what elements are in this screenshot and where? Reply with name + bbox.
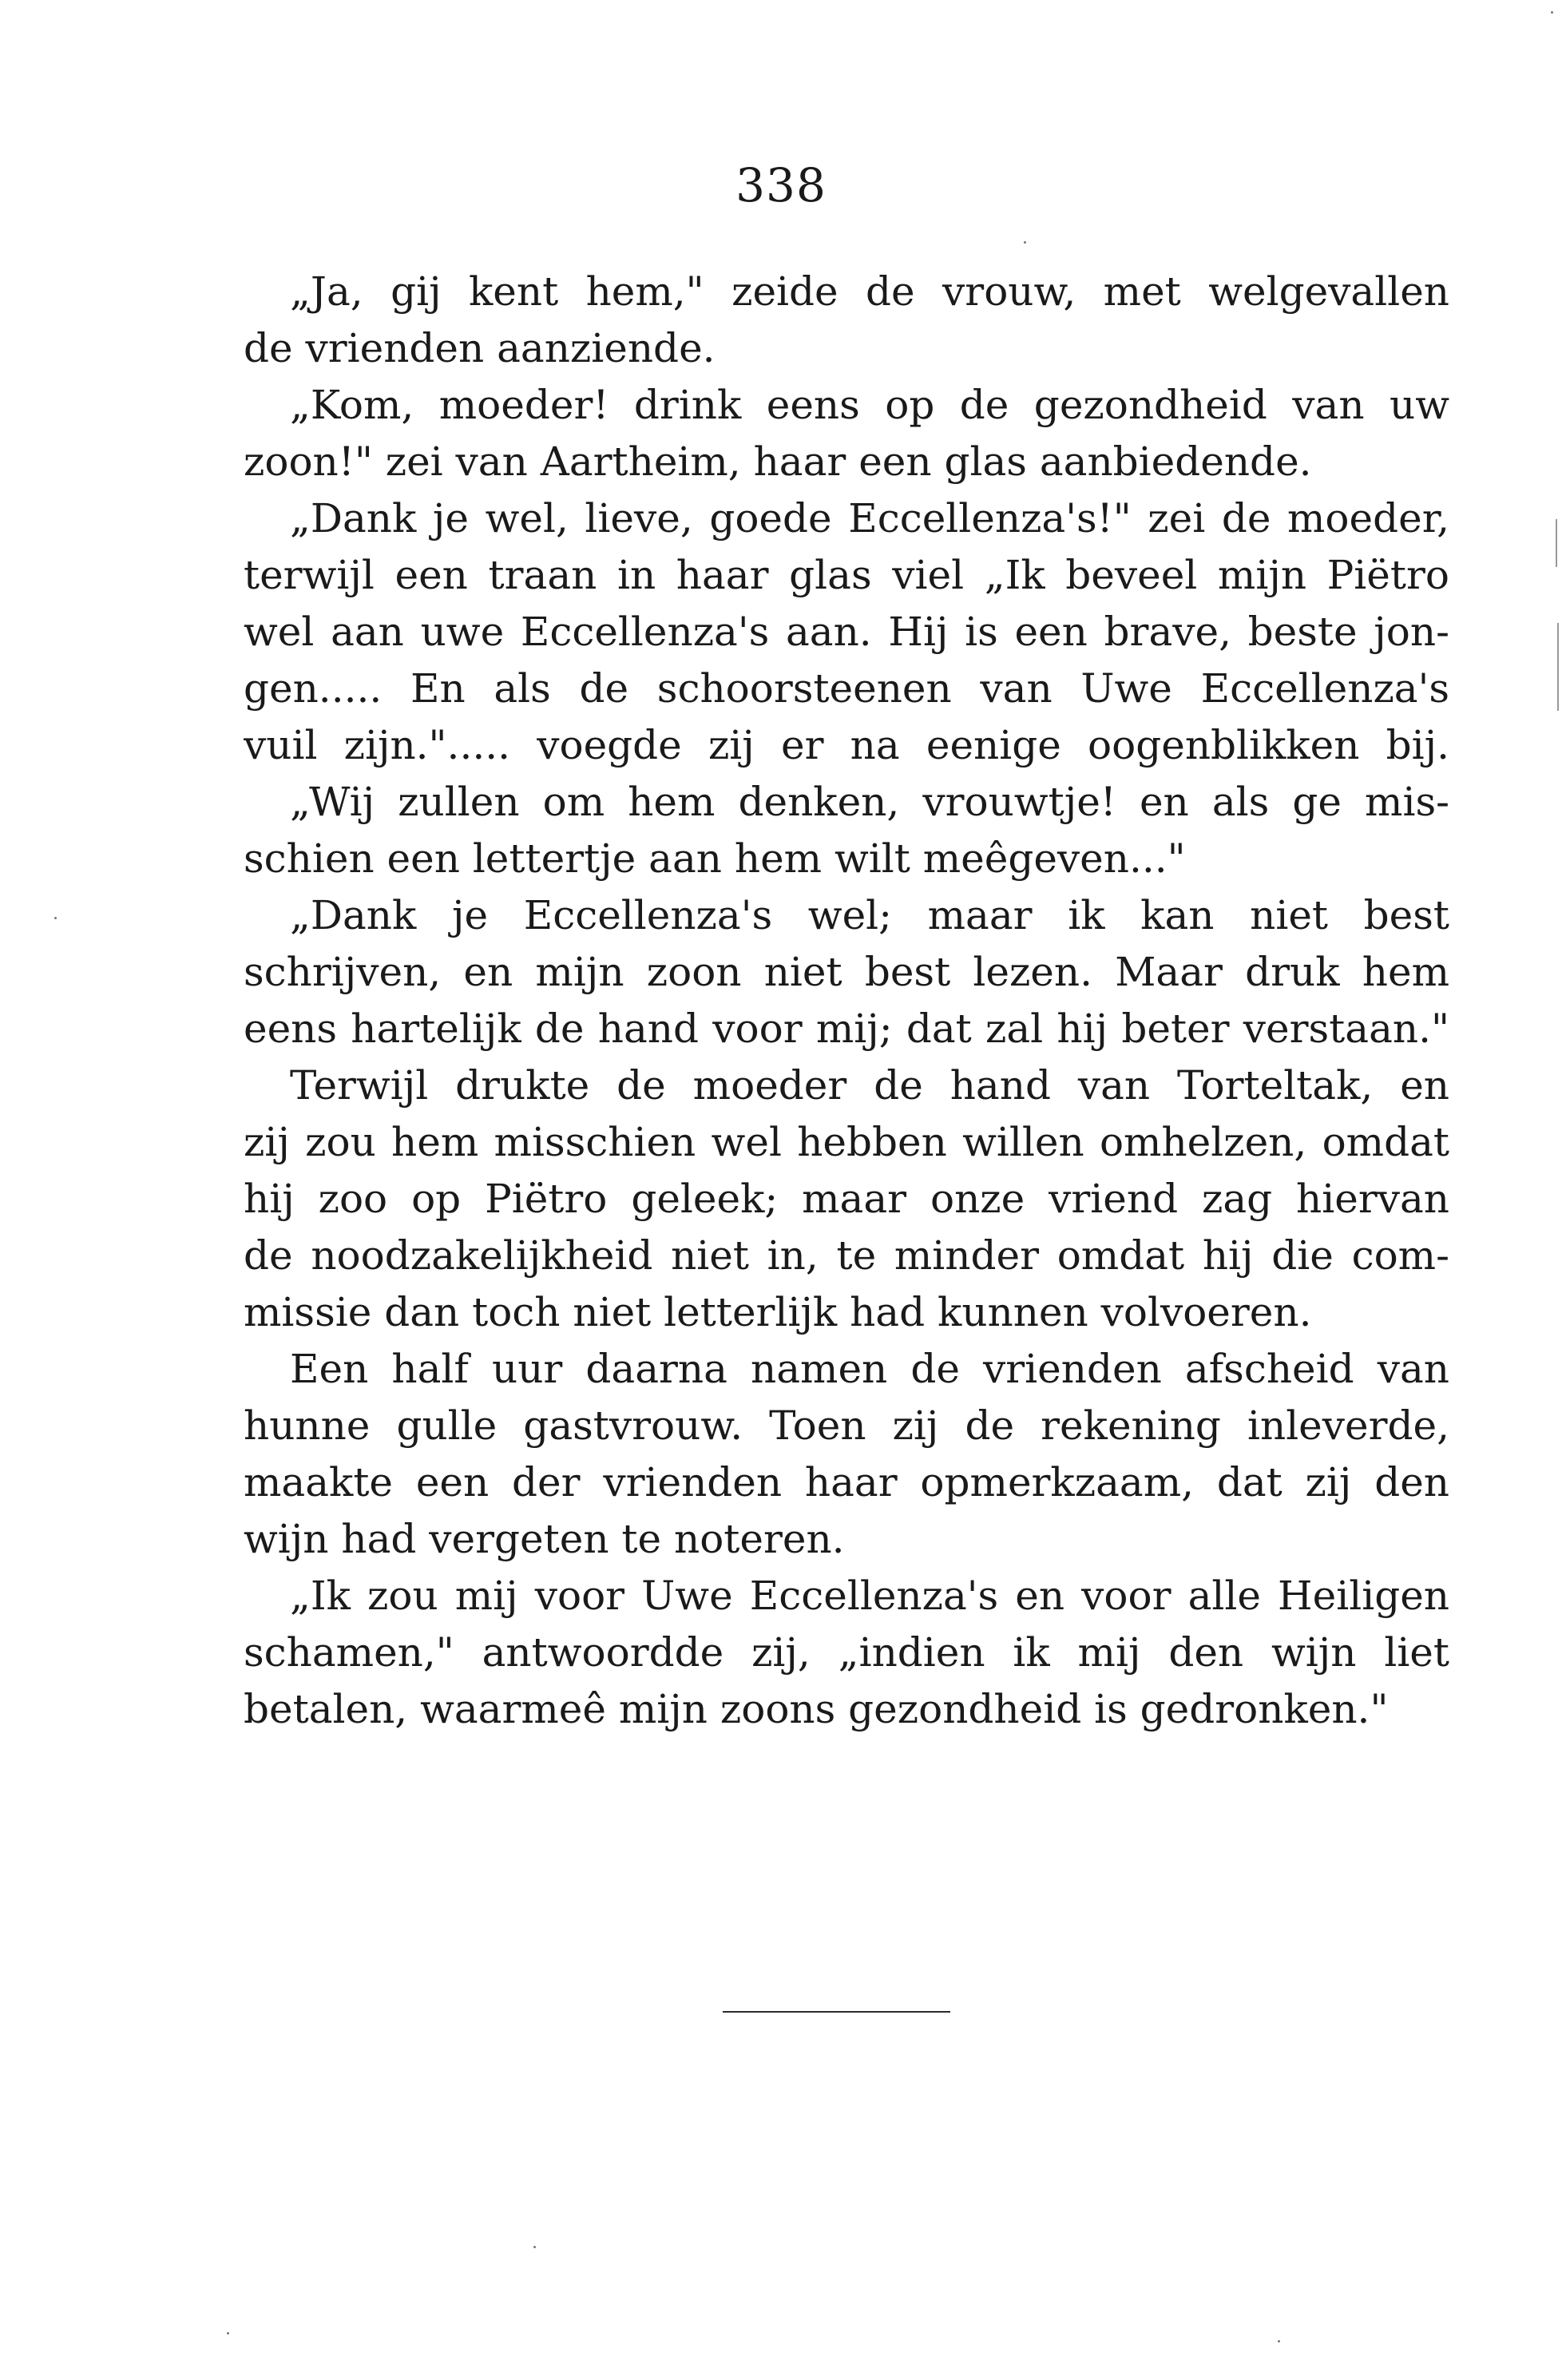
text-line: wijn had vergeten te noteren.: [244, 1516, 845, 1562]
text-line: terwijl een traan in haar glas viel „Ik beveel mijn Piëtro: [244, 552, 1449, 598]
text-line: wel aan uwe Eccellenza's aan. Hij is een brave, beste jon-: [244, 609, 1449, 655]
text-line: „Dank je wel, lieve, goede Eccellenza's!" zei de moeder,: [290, 495, 1449, 541]
edge-mark: [1556, 519, 1557, 567]
text-line: vuil zijn."..... voegde zij er na eenige oogenblikken bij.: [244, 722, 1449, 768]
text-line: schien een lettertje aan hem wilt meêgeven...": [244, 835, 1186, 882]
end-rule: [723, 2011, 950, 2013]
speck: [1278, 2340, 1280, 2342]
text-line: zij zou hem misschien wel hebben willen omhelzen, omdat: [244, 1119, 1449, 1165]
text-line: Terwijl drukte de moeder de hand van Torteltak, en: [290, 1062, 1449, 1109]
text-line: gen..... En als de schoorsteenen van Uwe Eccellenza's: [244, 665, 1449, 712]
text-line: „Ja, gij kent hem," zeide de vrouw, met welgevallen: [290, 268, 1449, 315]
text-line: de vrienden aanziende.: [244, 325, 716, 371]
text-line: Een half uur daarna namen de vrienden afscheid van: [290, 1346, 1449, 1392]
text-line: „Wij zullen om hem denken, vrouwtje! en als ge mis-: [290, 779, 1449, 825]
text-line: zoon!" zei van Aartheim, haar een glas aanbiedende.: [244, 438, 1312, 485]
text-line: betalen, waarmeê mijn zoons gezondheid is gedronken.": [244, 1686, 1389, 1732]
page-number: 338: [735, 158, 827, 212]
text-line: „Ik zou mij voor Uwe Eccellenza's en voor alle Heiligen: [290, 1573, 1449, 1619]
speck: [1024, 241, 1026, 244]
text-line: schamen," antwoordde zij, „indien ik mij den wijn liet: [244, 1629, 1449, 1676]
text-line: „Kom, moeder! drink eens op de gezondheid van uw: [290, 382, 1449, 428]
text-line: maakte een der vrienden haar opmerkzaam, dat zij den: [244, 1459, 1449, 1505]
text-line: „Dank je Eccellenza's wel; maar ik kan niet best: [290, 892, 1449, 938]
text-line: de noodzakelijkheid niet in, te minder omdat hij die com-: [244, 1232, 1449, 1279]
body-text: [244, 264, 1449, 1738]
text-line: hij zoo op Piëtro geleek; maar onze vriend zag hiervan: [244, 1176, 1449, 1222]
speck: [533, 2246, 536, 2248]
text-line: missie dan toch niet letterlijk had kunnen volvoeren.: [244, 1289, 1312, 1335]
text-line: schrijven, en mijn zoon niet best lezen. Maar druk hem: [244, 949, 1449, 995]
speck: [227, 2332, 229, 2334]
text-line: hunne gulle gastvrouw. Toen zij de rekening inleverde,: [244, 1402, 1449, 1449]
speck: [54, 917, 57, 919]
edge-mark: [1557, 623, 1559, 711]
text-line: eens hartelijk de hand voor mij; dat zal hij beter verstaan.": [244, 1006, 1449, 1052]
speck: [1551, 11, 1553, 14]
